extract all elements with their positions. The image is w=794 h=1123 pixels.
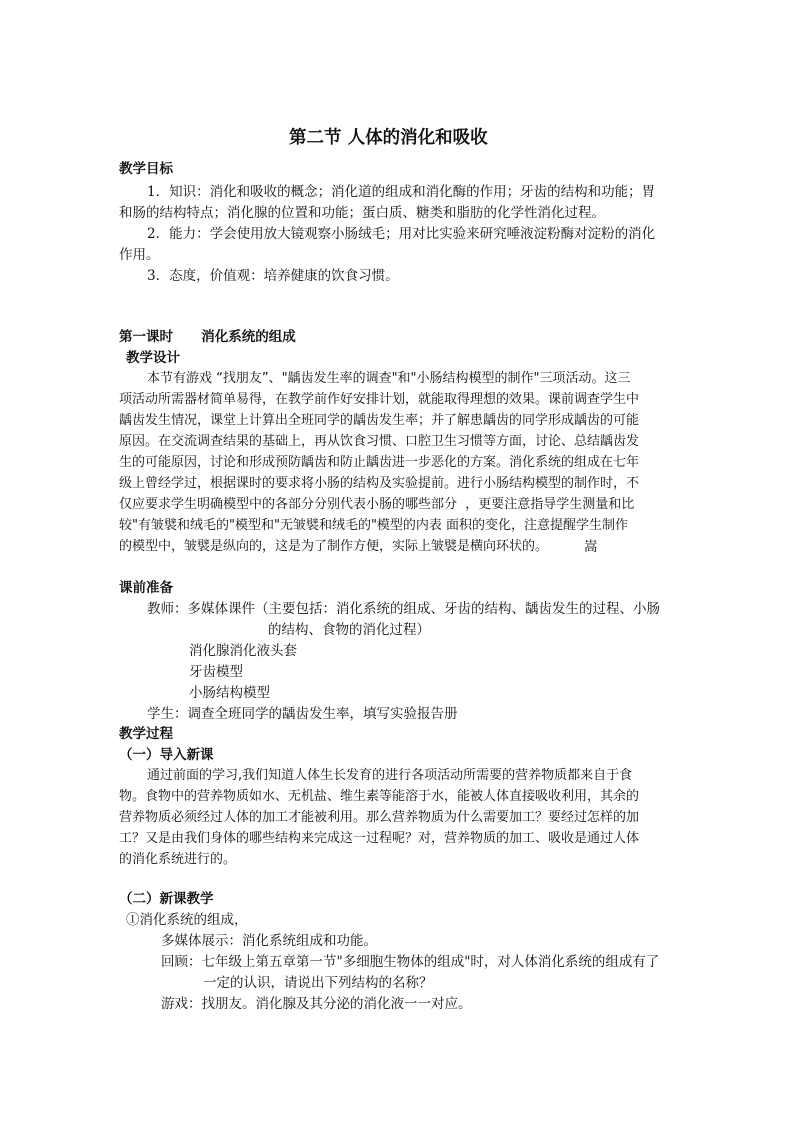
page-title: 第二节 人体的消化和吸收: [289, 128, 488, 148]
design-paragraph-line: 生的可能原因，讨论和形成预防龋齿和防止龋齿进一步恶化的方案。消化系统的组成在七年: [119, 455, 640, 470]
game-line: 游戏：找朋友。消化腺及其分泌的消化液一一对应。: [161, 996, 472, 1012]
design-paragraph-line: 本节有游戏 “找朋友”、"龋齿发生率的调查"和"小肠结构模型的制作"三项活动。这三: [147, 371, 631, 386]
intro-heading: （一）导入新课: [119, 747, 214, 763]
design-paragraph-line: 仅应要求学生明确模型中的各部分分别代表小肠的哪些部分 ，更要注意指导学生测量和比: [119, 497, 635, 512]
process-heading: 教学过程: [119, 726, 173, 742]
intro-paragraph-line: 营养物质必须经过人体的加工才能被利用。那么营养物质为什么需要加工？要经过怎样的加: [119, 810, 640, 825]
design-paragraph-line: 较"有皱襞和绒毛的"模型和"无皱襞和绒毛的"模型的内表 面积的变化，注意提醒学生制作: [119, 518, 629, 533]
review-line2: 一定的认识，请说出下列结构的名称？: [203, 975, 433, 991]
design-paragraph-line: 原因。在交流调查结果的基础上，再从饮食习惯、口腔卫生习惯等方面，讨论、总结龋齿发: [119, 434, 640, 449]
teacher-item: 消化腺消化液头套: [189, 643, 297, 659]
student-line: 学生：调查全班同学的龋齿发生率，填写实验报告册: [147, 706, 458, 722]
teacher-item: 小肠结构模型: [189, 685, 270, 701]
review-line1: 回顾：七年级上第五章第一节"多细胞生物体的组成"时，对人体消化系统的组成有了: [161, 954, 660, 970]
teacher-line2: 的结构、食物的消化过程）: [268, 622, 430, 638]
preparation-heading: 课前准备: [119, 580, 173, 596]
design-paragraph-line: 级上曾经学过，根据课时的要求将小肠的结构及实验提前。进行小肠结构模型的制作时，不: [119, 476, 640, 491]
goal-knowledge-line2: 和肠的结构特点；消化腺的位置和功能；蛋白质、糖类和脂肪的化学性消化过程。: [119, 205, 605, 221]
intro-paragraph-line: 物。食物中的营养物质如水、无机盐、维生素等能溶于水，能被人体直接吸收利用，其余的: [119, 789, 640, 804]
goal-ability-line2: 作用。: [119, 247, 160, 263]
design-heading: 教学设计: [126, 350, 180, 366]
new-lesson-heading: （二）新课教学: [119, 891, 214, 907]
digestive-system-subheading: ①消化系统的组成，: [126, 912, 248, 928]
teacher-item: 牙齿模型: [189, 664, 243, 680]
teaching-goals-heading: 教学目标: [119, 161, 173, 177]
goal-ability-line1: 2．能力：学会使用放大镜观察小肠绒毛；用对比实验来研究唾液淀粉酶对淀粉的消化: [147, 226, 656, 242]
media-show-line: 多媒体展示：消化系统组成和功能。: [161, 933, 377, 949]
intro-paragraph-line: 工？又是由我们身体的哪些结构来完成这一过程呢？对，营养物质的加工、吸收是通过人体: [119, 831, 640, 846]
lesson1-heading: 第一课时 消化系统的组成: [119, 329, 296, 345]
teacher-line1: 教师：多媒体课件（主要包括：消化系统的组成、牙齿的结构、龋齿发生的过程、小肠: [147, 601, 660, 617]
intro-paragraph-line: 的消化系统进行的。: [119, 852, 237, 867]
goal-knowledge-line1: 1．知识：消化和吸收的概念；消化道的组成和消化酶的作用；牙齿的结构和功能；胃: [147, 184, 656, 200]
intro-paragraph-line: 通过前面的学习,我们知道人体生长发育的进行各项活动所需要的营养物质都来自于食: [147, 768, 633, 783]
goal-attitude-line: 3．态度，价值观：培养健康的饮食习惯。: [147, 268, 399, 284]
design-paragraph-line: 的模型中，皱襞是纵向的，这是为了制作方便，实际上皱襞是横向环状的。: [119, 539, 549, 554]
design-paragraph-line: 龋齿发生情况，课堂上计算出全班同学的龋齿发生率；并了解患龋齿的同学形成龋齿的可能: [119, 413, 640, 428]
design-paragraph-line: 项活动所需器材简单易得，在教学前作好安排计划，就能取得理想的效果。课前调查学生中: [119, 392, 640, 407]
stray-glyph: 嵩: [584, 539, 598, 555]
